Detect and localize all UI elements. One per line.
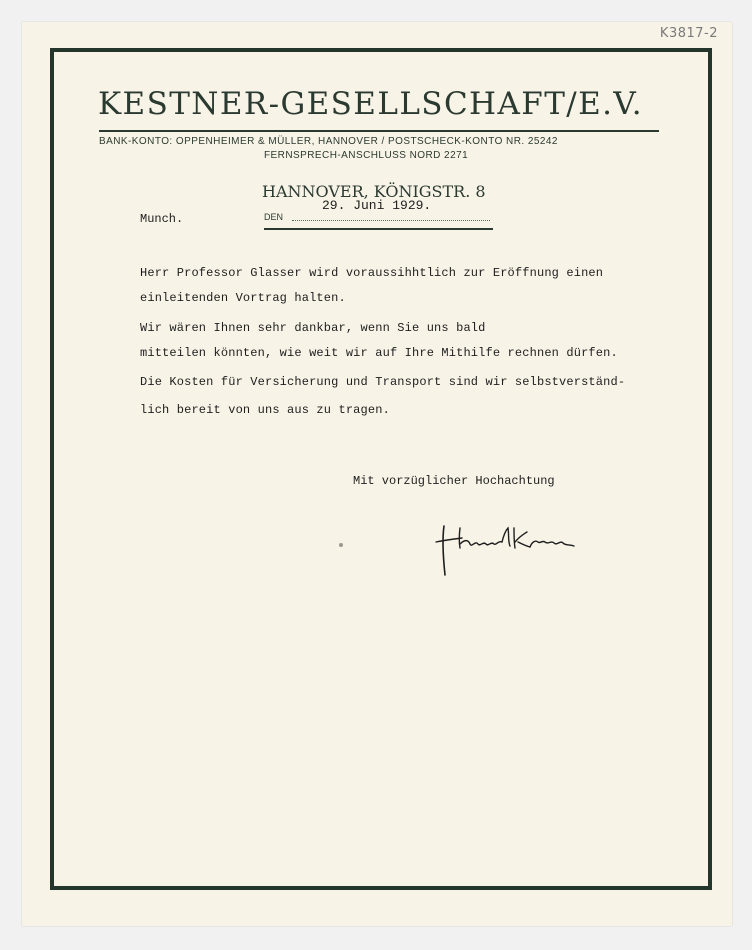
archive-mark: K3817-2 [659,26,718,41]
handwritten-signature [432,520,582,582]
paper-speck [339,543,343,547]
letter-city: Munch. [140,212,184,226]
letterhead-rule [99,130,659,132]
den-label: DEN [264,212,284,222]
body-line-3: Wir wären Ihnen sehr dankbar, wenn Sie uns bald [140,321,486,335]
body-line-1: Herr Professor Glasser wird voraussihhtlich zur Eröffnung einen [140,266,604,280]
date-rule [264,228,493,230]
letterhead-name: KESTNER-GESELLSCHAFT/E.V. [98,86,644,122]
letterhead-bank-line: BANK-KONTO: OPPENHEIMER & MÜLLER, HANNOVER / POSTSCHECK-KONTO NR. 25242 [99,136,558,147]
body-line-2: einleitenden Vortrag halten. [140,291,346,305]
date-dotted-line [292,220,490,221]
letter-date: 29. Juni 1929. [322,198,432,213]
body-line-6: lich bereit von uns aus zu tragen. [140,403,390,417]
letterhead-phone-line: FERNSPRECH-ANSCHLUSS NORD 2271 [264,150,469,161]
body-line-5: Die Kosten für Versicherung und Transport sind wir selbstverständ- [140,375,626,389]
letterhead-address: HANNOVER, KÖNIGSTR. 8 [262,182,486,201]
closing-line: Mit vorzüglicher Hochachtung [353,474,555,488]
page-frame [50,48,712,890]
body-line-4: mitteilen könnten, wie weit wir auf Ihre Mithilfe rechnen dürfen. [140,346,618,360]
